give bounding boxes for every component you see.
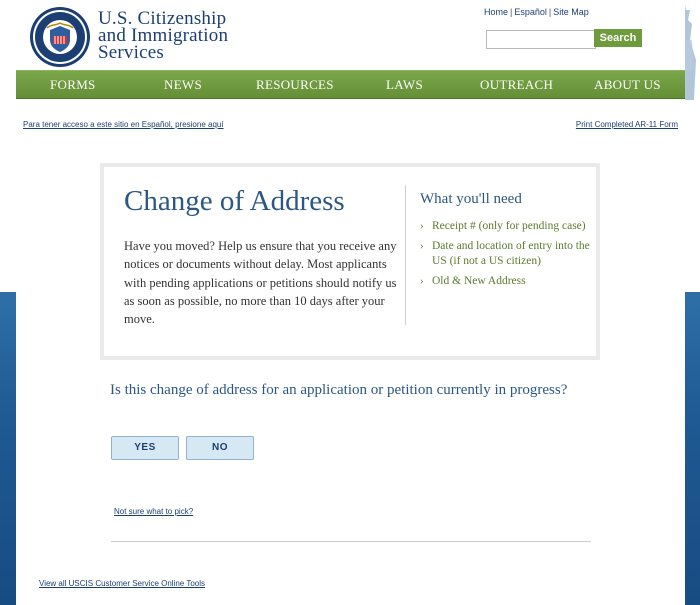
- agency-name-line2: and Immigration: [98, 25, 229, 46]
- need-list: [420, 219, 590, 294]
- question-text: Is this change of address for an application or petition currently in progress?: [110, 382, 568, 398]
- need-item-entry: Date and location of entry into the US (if not a US citizen): [432, 240, 590, 267]
- espanol-link[interactable]: Español: [514, 7, 547, 17]
- top-links: [484, 7, 589, 17]
- agency-name-line1: U.S. Citizenship: [98, 8, 227, 29]
- info-description: Have you moved? Help us ensure that you receive any notices or documents without delay. Most applicants with pending applications or petitions should notify us as soon as possible, no more than 10 days after your move.: [124, 239, 397, 327]
- nav-outreach[interactable]: OUTREACH: [480, 77, 554, 92]
- agency-name[interactable]: [98, 10, 228, 61]
- list-item: [420, 219, 590, 234]
- nav-laws[interactable]: LAWS: [386, 77, 423, 92]
- dhs-seal-icon[interactable]: [29, 6, 91, 68]
- nav-about-us[interactable]: ABOUT US: [594, 77, 661, 92]
- yes-button[interactable]: YES: [111, 436, 179, 460]
- list-item: [420, 274, 590, 289]
- online-tools-link[interactable]: View all USCIS Customer Service Online Tools: [39, 579, 205, 588]
- need-item-receipt: Receipt # (only for pending case): [432, 220, 586, 232]
- agency-name-line3: Services: [98, 42, 164, 63]
- page-container: [16, 0, 685, 605]
- separator: |: [510, 7, 513, 17]
- spanish-access-link[interactable]: Para tener acceso a este sitio en Español, presione aquí: [23, 120, 224, 129]
- info-box: [100, 163, 600, 360]
- separator: |: [548, 7, 552, 17]
- main-nav: [16, 70, 685, 99]
- chevron-right-icon: ›: [420, 275, 424, 287]
- nav-forms[interactable]: FORMS: [50, 77, 96, 92]
- print-ar11-link[interactable]: Print Completed AR-11 Form: [575, 120, 678, 129]
- need-title: What you'll need: [420, 191, 522, 207]
- chevron-right-icon: ›: [420, 220, 424, 232]
- search-input[interactable]: [486, 30, 596, 49]
- need-item-address: Old & New Address: [432, 275, 526, 287]
- divider: [405, 185, 406, 325]
- divider: [111, 541, 591, 542]
- no-button[interactable]: NO: [186, 436, 254, 460]
- not-sure-link[interactable]: Not sure what to pick?: [114, 507, 194, 516]
- nav-resources[interactable]: RESOURCES: [256, 77, 334, 92]
- site-map-link[interactable]: Site Map: [553, 7, 589, 17]
- chevron-right-icon: ›: [420, 240, 424, 252]
- list-item: [420, 239, 590, 269]
- page-title: Change of Address: [124, 185, 345, 217]
- search-button[interactable]: Search: [594, 29, 642, 47]
- nav-news[interactable]: NEWS: [164, 77, 203, 92]
- home-link[interactable]: Home: [484, 7, 509, 17]
